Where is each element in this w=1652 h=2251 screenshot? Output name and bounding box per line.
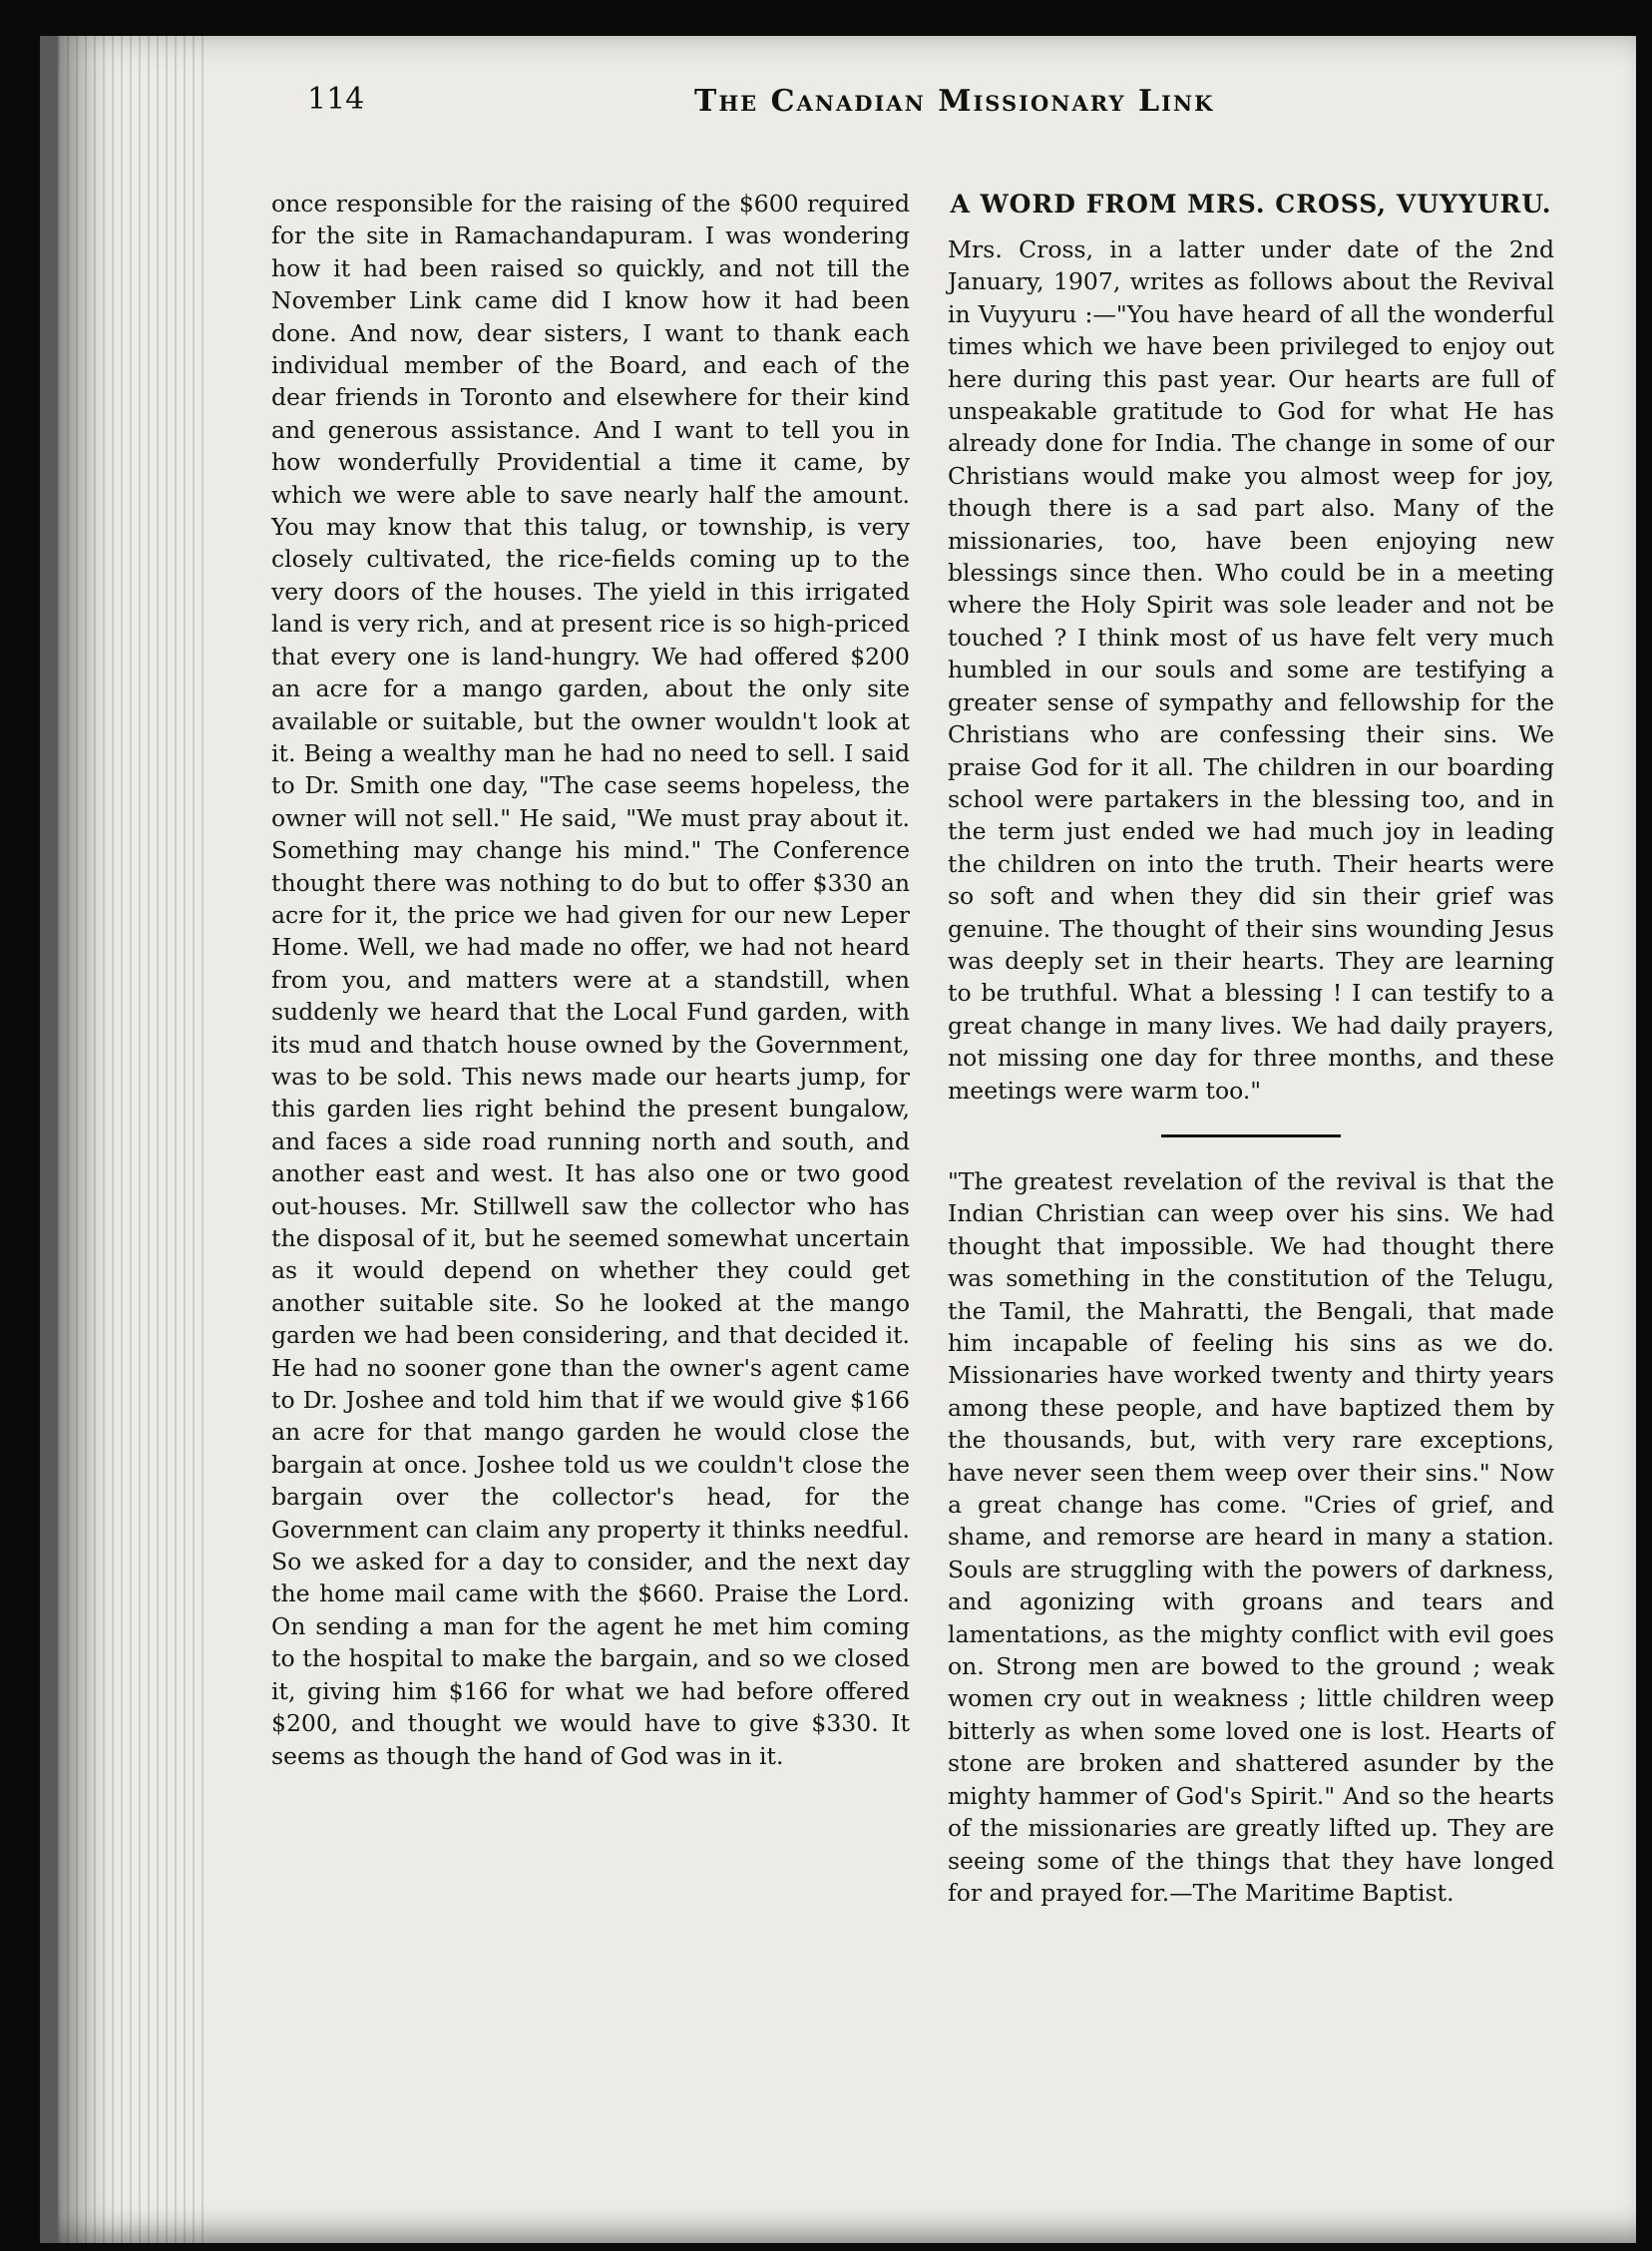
article-title: A WORD FROM MRS. CROSS, VUYYURU.: [950, 190, 1552, 219]
left-column-text: once responsible for the raising of the $600 required for the site in Ramachandapuram. I was wondering how it had been raised so quickly, and not till the November Link came did I know how it had been done. And now, dear sisters, I want to thank each individual member of the Board, and each of the dear friends in Toronto and elsewhere for their kind and generous assistance. And I want to tell you in how wonderfully Providential a time it came, by which we were able to save nearly half the amount. You may know that this talug, or township, is very closely cultivated, the rice-fields coming up to the very doors of the houses. The yield in this irrigated land is very rich, and at present rice is so high-priced that every one is land-hungry. We had offered $200 an acre for a mango garden, about the only site available or suitable, but the owner wouldn't look at it. Being a wealthy man he had no need to sell. I said to Dr. Smith one day, "The case seems hopeless, the owner will not sell." He said, "We must pray about it. Something may change his mind." The Conference thought there was nothing to do but to offer $330 an acre for it, the price we had given for our new Leper Home. Well, we had made no offer, we had not heard from you, and matters were at a standstill, when suddenly we heard that the Local Fund garden, with its mud and thatch house owned by the Government, was to be sold. This news made our hearts jump, for this garden lies right behind the present bungalow, and faces a side road running north and south, and another east and west. It has also one or two good out-houses. Mr. Stillwell saw the collector who has the disposal of it, but he seemed somewhat uncertain as it would depend on whether they could get another suitable site. So he looked at the mango garden we had been considering, and that decided it. He had no sooner gone than the owner's agent came to Dr. Joshee and told him that if we would give $166 an acre for that mango garden he would close the bargain at once. Joshee told us we couldn't close the bargain over the collector's head, for the Government can claim any property it thinks needful. So we asked for a day to consider, and the next day the home mail came with the $660. Praise the Lord. On sending a man for the agent he met him coming to the hospital to make the bargain, and so we closed it, giving him $166 for what we had before offered $200, and thought we would have to give $330. It seems as though the hand of God was in it.: [271, 190, 910, 1770]
section-divider: [1161, 1134, 1341, 1137]
page-header: [239, 82, 1556, 142]
right-column: [948, 190, 1554, 1909]
running-title: The Canadian Missionary Link: [694, 84, 1215, 119]
article-paragraph-1: Mrs. Cross, in a latter under date of the 2nd January, 1907, writes as follows about the Revival in Vuyyuru :—"You have heard of all the wonderful times which we have been privileged to enjoy out here during this past year. Our hearts are full of unspeakable gratitude to God for what He has already done for India. The change in some of our Christians would make you almost weep for joy, though there is a sad part also. Many of the missionaries, too, have been enjoying new blessings since then. Who could be in a meeting where the Holy Spirit was sole leader and not be touched ? I think most of us have felt very much humbled in our souls and some are testifying a greater sense of sympathy and fellowship for the Christians who are confessing their sins. We praise God for it all. The children in our boarding school were partakers in the blessing too, and in the term just ended we had much joy in leading the children on into the truth. Their hearts were so soft and when they did sin their grief was genuine. The thought of their sins wounding Jesus was deeply set in their hearts. They are learning to be truthful. What a blessing ! I can testify to a great change in many lives. We had daily prayers, not missing one day for three months, and these meetings were warm too.": [948, 235, 1554, 1105]
article-paragraph-2: "The greatest revelation of the revival is that the Indian Christian can weep over his sins. We had thought that impossible. We had thought there was something in the constitution of the Telugu, the Tamil, the Mahratti, the Bengali, that made him incapable of feeling his sins as we do. Missionaries have worked twenty and thirty years among these people, and have baptized them by the thousands, but, with very rare exceptions, have never seen them weep over their sins." Now a great change has come. "Cries of grief, and shame, and remorse are heard in many a station. Souls are struggling with the powers of darkness, and agonizing with groans and tears and lamentations, as the mighty conflict with evil goes on. Strong men are bowed to the ground ; weak women cry out in weakness ; little children weep bitterly as when some loved one is lost. Hearts of stone are broken and shattered asunder by the mighty hammer of God's Spirit." And so the hearts of the missionaries are greatly lifted up. They are seeing some of the things that they have longed for and prayed for.—The Maritime Baptist.: [948, 1166, 1554, 1907]
left-column: [271, 188, 910, 1772]
page-edge-shadow: [58, 36, 207, 2243]
page-number: 114: [307, 82, 365, 117]
